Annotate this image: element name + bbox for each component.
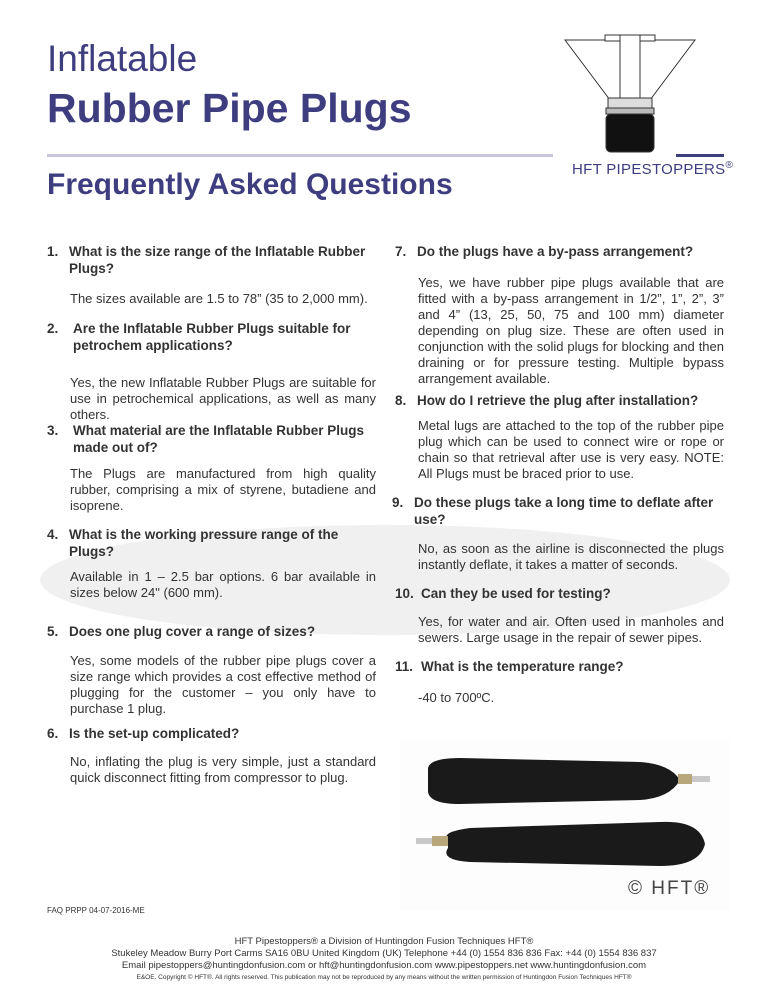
faq-a7: Yes, we have rubber pipe plugs available that are fitted with a by-pass arrangement in 1/2”, 1”, 2”, 3” and 4” (13, 25, 50, 75 and 100 mm) diameter depending on plug size. These are often used in conjunction with the solid plugs for blocking and then draining or for pressure testing. Multiple bypass arrangement available. <box>418 275 724 386</box>
title-line2: Rubber Pipe Plugs <box>47 85 412 131</box>
faq-a6: No, inflating the plug is very simple, just a standard quick disconnect fitting from compressor to plug. <box>70 754 376 785</box>
faq-a3: The Plugs are manufactured from high quality rubber, comprising a mix of styrene, butadiene and isoprene. <box>70 466 376 513</box>
image-copyright: © HFT® <box>628 878 711 899</box>
brand-text: HFT PIPESTOPPERS <box>572 161 726 178</box>
title-line1: Inflatable <box>47 38 198 79</box>
footer-line1: HFT Pipestoppers® a Division of Huntingdon Fusion Techniques HFT® <box>234 936 534 947</box>
pipestopper-logo-icon <box>560 30 700 160</box>
faq-a9: No, as soon as the airline is disconnected the plugs instantly deflate, it takes a matter of seconds. <box>418 541 724 572</box>
faq-a4: Available in 1 – 2.5 bar options. 6 bar available in sizes below 24" (600 mm). <box>70 569 376 600</box>
brand-name <box>572 160 733 178</box>
faq-a5: Yes, some models of the rubber pipe plugs cover a size range which provides a cost effective method of plugging for the customer – you only have to purchase 1 plug. <box>70 653 376 716</box>
footer-line3: Email pipestoppers@huntingdonfusion.com or hft@huntingdonfusion.com www.pipestoppers.net www.huntingdonfusion.com <box>121 960 647 971</box>
faq-a10: Yes, for water and air. Often used in manholes and sewers. Large usage in the repair of sewer pipes. <box>418 614 724 645</box>
header-rule <box>47 154 553 157</box>
faq-a2: Yes, the new Inflatable Rubber Plugs are suitable for use in petrochemical applications, as well as many others. <box>70 375 376 422</box>
faq-a8: Metal lugs are attached to the top of the rubber pipe plug which can be used to connect wire or rope or chain so that retrieval after use is very easy. NOTE: All Plugs must be braced prior to use. <box>418 418 724 481</box>
document-id: FAQ PRPP 04-07-2016-ME <box>47 906 145 915</box>
faq-a1: The sizes available are 1.5 to 78” (35 to 2,000 mm). <box>70 291 368 306</box>
brand-mark: ® <box>725 160 734 171</box>
footer-legal: E&OE. Copyright © HFT®. All rights reserved. This publication may not be reproduced by any means without the written permission of Huntingdon Fusion Techniques HFT® <box>136 974 632 981</box>
footer-line2: Stukeley Meadow Burry Port Carms SA16 0BU United Kingdom (UK) Telephone +44 (0) 1554 836 836 Fax: +44 (0) 1554 836 837 <box>111 948 657 959</box>
faq-heading: Frequently Asked Questions <box>47 168 453 201</box>
footer <box>0 936 768 972</box>
faq-a11: -40 to 700ºC. <box>418 690 495 705</box>
